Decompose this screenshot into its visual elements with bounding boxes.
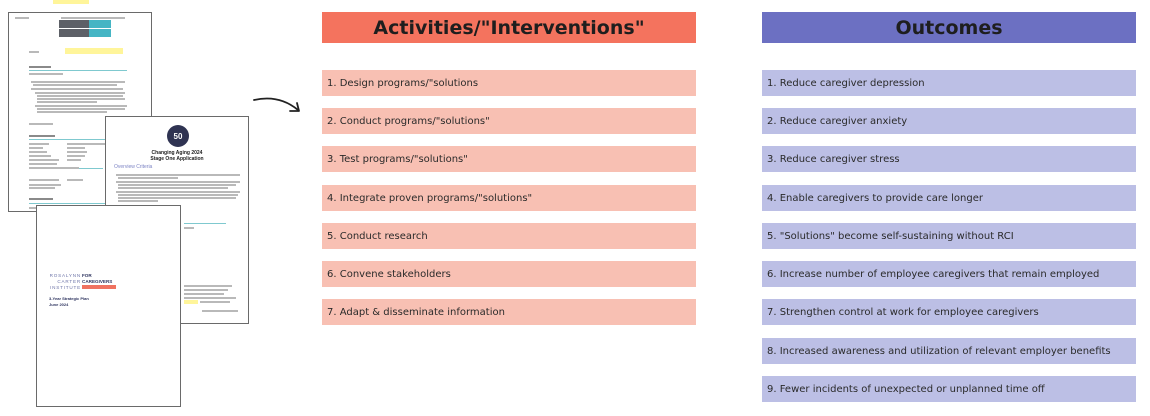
doc-text-line [67, 151, 87, 153]
doc2-section-heading: Overview Criteria [114, 164, 153, 170]
doc-text-line [184, 227, 194, 229]
doc-text-line [15, 17, 29, 19]
doc-text-line [29, 167, 79, 169]
doc-text-line [202, 310, 238, 312]
doc-text-line [116, 191, 240, 193]
doc-text-line [118, 184, 236, 186]
doc-text-line [29, 198, 53, 200]
doc-text-line [29, 151, 47, 153]
outcome-item[interactable]: 9. Fewer incidents of unexpected or unplanned time off [762, 376, 1136, 402]
doc-highlight [184, 300, 198, 304]
doc-text-line [184, 285, 232, 287]
outcome-item[interactable]: 4. Enable caregivers to provide care longer [762, 185, 1136, 211]
doc-text-line [29, 123, 53, 125]
activities-header: Activities/"Interventions" [322, 12, 696, 43]
rci-strategic-plan-thumbnail[interactable] [36, 205, 181, 407]
doc-text-line [29, 184, 61, 186]
doc-text-line [29, 73, 63, 75]
doc-rule [29, 70, 127, 71]
doc-text-line [184, 297, 236, 299]
doc-text-line [67, 179, 83, 181]
doc-text-line [37, 111, 107, 113]
doc-link [184, 223, 226, 224]
doc-highlight [65, 48, 123, 54]
michigan-health-logo [59, 20, 111, 38]
doc-text-line [29, 159, 59, 161]
activity-item[interactable]: 3. Test programs/"solutions" [322, 146, 696, 172]
doc-text-line [29, 147, 43, 149]
doc-text-line [184, 293, 224, 295]
top-highlight [53, 0, 89, 4]
outcome-item[interactable]: 1. Reduce caregiver depression [762, 70, 1136, 96]
outcome-item[interactable]: 5. "Solutions" become self-sustaining without RCI [762, 223, 1136, 249]
doc-text-line [29, 143, 49, 145]
doc-text-line [29, 51, 39, 53]
doc-text-line [118, 197, 236, 199]
doc-text-line [118, 177, 178, 179]
outcomes-header: Outcomes [762, 12, 1136, 43]
doc-text-line [29, 163, 57, 165]
doc-text-line [29, 179, 59, 181]
activity-item[interactable]: 4. Integrate proven programs/"solutions" [322, 185, 696, 211]
doc-text-line [37, 98, 125, 100]
rci-logo: ROSALYNN CARTER INSTITUTE FOR CAREGIVERS [49, 273, 116, 291]
doc-text-line [118, 200, 158, 202]
outcome-item[interactable]: 2. Reduce caregiver anxiety [762, 108, 1136, 134]
doc-text-line [31, 81, 125, 83]
outcome-item[interactable]: 8. Increased awareness and utilization of relevant employer benefits [762, 338, 1136, 364]
doc-text-line [31, 88, 123, 90]
doc-text-line [116, 181, 240, 183]
doc-text-line [116, 174, 240, 176]
doc-text-line [118, 187, 228, 189]
doc-text-line [33, 84, 117, 86]
doc-text-line [29, 187, 55, 189]
doc-text-line [35, 92, 125, 94]
doc-text-line [200, 301, 230, 303]
outcome-item[interactable]: 3. Reduce caregiver stress [762, 146, 1136, 172]
activity-item[interactable]: 1. Design programs/"solutions [322, 70, 696, 96]
doc-text-line [29, 66, 51, 68]
doc-link [79, 168, 103, 169]
doc-text-line [67, 159, 81, 161]
activity-item[interactable]: 5. Conduct research [322, 223, 696, 249]
doc-text-line [67, 155, 85, 157]
rci-plan-caption: 3-Year Strategic Plan June 2024 [49, 296, 89, 307]
next-50-badge: 50 [167, 125, 189, 147]
doc-text-line [37, 95, 123, 97]
outcome-item[interactable]: 7. Strengthen control at work for employee caregivers [762, 299, 1136, 325]
rci-accent-bar [82, 285, 116, 289]
doc2-title: Changing Aging 2024 Stage One Application [150, 150, 204, 162]
doc-text-line [29, 155, 51, 157]
activity-item[interactable]: 6. Convene stakeholders [322, 261, 696, 287]
doc-text-line [61, 17, 125, 19]
activity-item[interactable]: 7. Adapt & disseminate information [322, 299, 696, 325]
curved-arrow-icon [252, 90, 304, 120]
doc-text-line [67, 143, 107, 145]
activity-item[interactable]: 2. Conduct programs/"solutions" [322, 108, 696, 134]
doc-text-line [35, 105, 127, 107]
doc-text-line [67, 147, 85, 149]
doc-text-line [37, 108, 125, 110]
doc-text-line [184, 289, 228, 291]
doc-text-line [37, 101, 97, 103]
doc-text-line [118, 194, 238, 196]
doc-text-line [29, 135, 55, 137]
outcome-item[interactable]: 6. Increase number of employee caregivers that remain employed [762, 261, 1136, 287]
